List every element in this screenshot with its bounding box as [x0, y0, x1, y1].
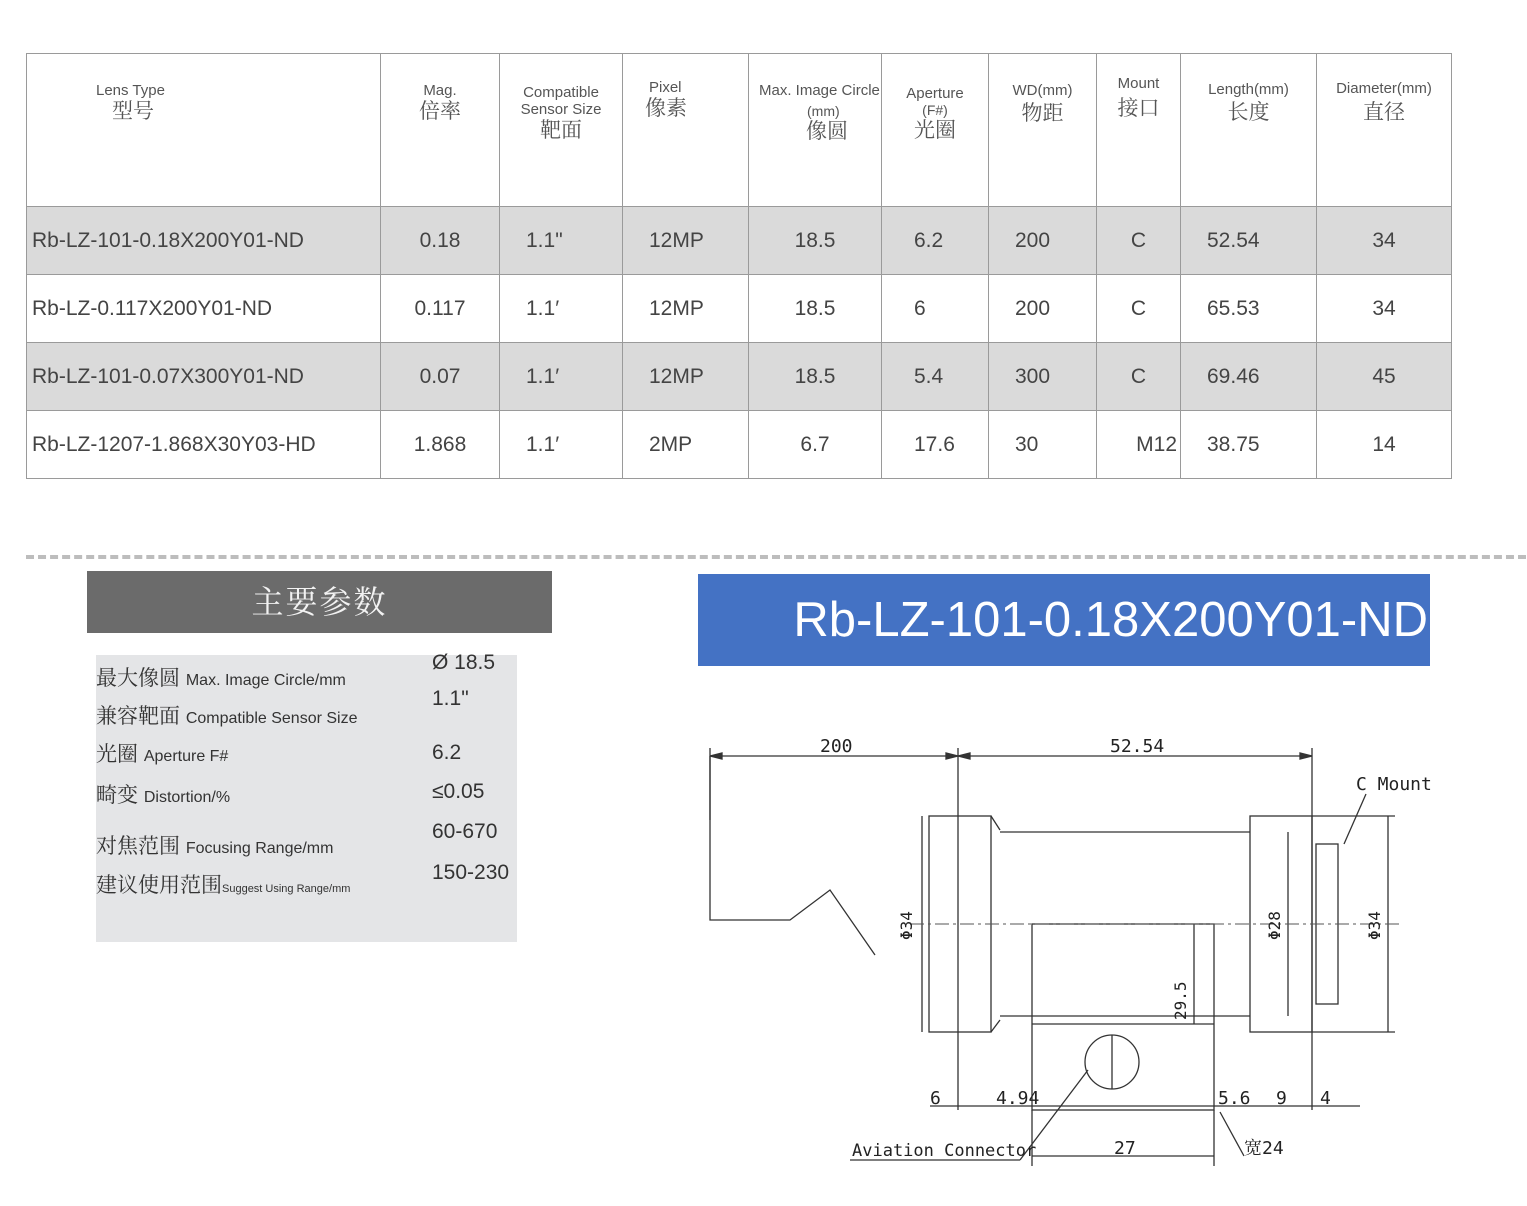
cell-length: 69.46: [1181, 343, 1317, 411]
param-label-aperture: 光圈 Aperture F#: [96, 743, 229, 766]
header-wd: WD(mm) 物距: [989, 54, 1097, 207]
params-title: 主要参数: [87, 571, 552, 633]
dashed-divider: [26, 555, 1526, 559]
dim-width-24: 宽24: [1244, 1138, 1284, 1159]
dim-29-5: 29.5: [1171, 981, 1190, 1020]
dimension-drawing: [690, 720, 1450, 1180]
cell-wd: 300: [989, 343, 1097, 411]
cell-mount: M12: [1097, 411, 1181, 479]
header-lens-type: Lens Type 型号: [27, 54, 381, 207]
dim-4-94: 4.94: [996, 1088, 1040, 1109]
model-banner: Rb-LZ-101-0.18X200Y01-ND: [698, 574, 1430, 666]
cell-diameter: 34: [1317, 275, 1452, 343]
cell-length: 65.53: [1181, 275, 1317, 343]
cell-lens-type: Rb-LZ-1207-1.868X30Y03-HD: [27, 411, 381, 479]
aviation-connector-label: Aviation Connector: [852, 1141, 1037, 1161]
param-label-distortion: 畸变 Distortion/%: [96, 784, 231, 807]
header-aperture: Aperture (F#) 光圈: [882, 54, 989, 207]
table-header-row: [27, 54, 1452, 207]
param-label-sensor-size: 兼容靶面 Compatible Sensor Size: [96, 705, 358, 728]
param-value-aperture: 6.2: [432, 741, 462, 764]
dim-4: 4: [1320, 1088, 1331, 1109]
cell-wd: 30: [989, 411, 1097, 479]
cell-pixel: 12MP: [623, 343, 749, 411]
cell-aperture: 17.6: [882, 411, 989, 479]
cell-aperture: 6: [882, 275, 989, 343]
cell-mag: 1.868: [381, 411, 500, 479]
header-pixel: Pixel 像素: [623, 54, 749, 207]
cell-sensor: 1.1′: [500, 411, 623, 479]
table-row: [27, 275, 1452, 343]
param-value-focusing-range: 60-670: [432, 820, 498, 843]
header-diameter: Diameter(mm) 直径: [1317, 54, 1452, 207]
param-label-focusing-range: 对焦范围 Focusing Range/mm: [96, 835, 334, 858]
cell-sensor: 1.1′: [500, 275, 623, 343]
dim-200: 200: [820, 736, 853, 757]
cell-mag: 0.117: [381, 275, 500, 343]
param-value-distortion: ≤0.05: [432, 780, 485, 803]
cell-mount: C: [1097, 343, 1181, 411]
cell-diameter: 14: [1317, 411, 1452, 479]
cell-length: 52.54: [1181, 207, 1317, 275]
cell-image-circle: 18.5: [749, 343, 882, 411]
table-row: [27, 411, 1452, 479]
cell-mount: C: [1097, 207, 1181, 275]
cell-wd: 200: [989, 207, 1097, 275]
cell-diameter: 34: [1317, 207, 1452, 275]
cell-sensor: 1.1′: [500, 343, 623, 411]
spec-table: [26, 53, 1452, 479]
cell-diameter: 45: [1317, 343, 1452, 411]
header-length: Length(mm) 长度: [1181, 54, 1317, 207]
dim-phi28: Φ28: [1265, 911, 1284, 940]
param-label-image-circle: 最大像圆 Max. Image Circle/mm: [96, 667, 346, 690]
cell-pixel: 2MP: [623, 411, 749, 479]
header-mag: Mag. 倍率: [381, 54, 500, 207]
dim-5-6: 5.6: [1218, 1088, 1251, 1109]
cell-aperture: 5.4: [882, 343, 989, 411]
cell-mag: 0.07: [381, 343, 500, 411]
header-image-circle: Max. Image Circle (mm) 像圆: [749, 54, 882, 207]
cell-mag: 0.18: [381, 207, 500, 275]
param-label-suggest-range: 建议使用范围Suggest Using Range/mm: [96, 874, 351, 897]
dim-phi34-left: Φ34: [897, 911, 916, 940]
cell-image-circle: 18.5: [749, 207, 882, 275]
param-value-image-circle: Ø 18.5: [432, 651, 496, 674]
cell-wd: 200: [989, 275, 1097, 343]
cell-aperture: 6.2: [882, 207, 989, 275]
cell-image-circle: 18.5: [749, 275, 882, 343]
cell-pixel: 12MP: [623, 207, 749, 275]
cell-image-circle: 6.7: [749, 411, 882, 479]
dim-6: 6: [930, 1088, 941, 1109]
header-mount: Mount 接口: [1097, 54, 1181, 207]
cell-lens-type: Rb-LZ-101-0.18X200Y01-ND: [27, 207, 381, 275]
header-sensor-size: Compatible Sensor Size 靶面: [500, 54, 623, 207]
dim-9: 9: [1276, 1088, 1287, 1109]
param-value-suggest-range: 150-230: [432, 861, 510, 884]
cell-lens-type: Rb-LZ-101-0.07X300Y01-ND: [27, 343, 381, 411]
dim-phi34-right: Φ34: [1365, 911, 1384, 940]
table-row: [27, 343, 1452, 411]
cell-pixel: 12MP: [623, 275, 749, 343]
param-value-sensor-size: 1.1": [432, 687, 469, 710]
cell-lens-type: Rb-LZ-0.117X200Y01-ND: [27, 275, 381, 343]
cell-length: 38.75: [1181, 411, 1317, 479]
c-mount-label: C Mount: [1356, 774, 1432, 795]
cell-mount: C: [1097, 275, 1181, 343]
dim-27: 27: [1114, 1138, 1136, 1159]
dim-52-54: 52.54: [1110, 736, 1165, 757]
cell-sensor: 1.1": [500, 207, 623, 275]
table-row: [27, 207, 1452, 275]
